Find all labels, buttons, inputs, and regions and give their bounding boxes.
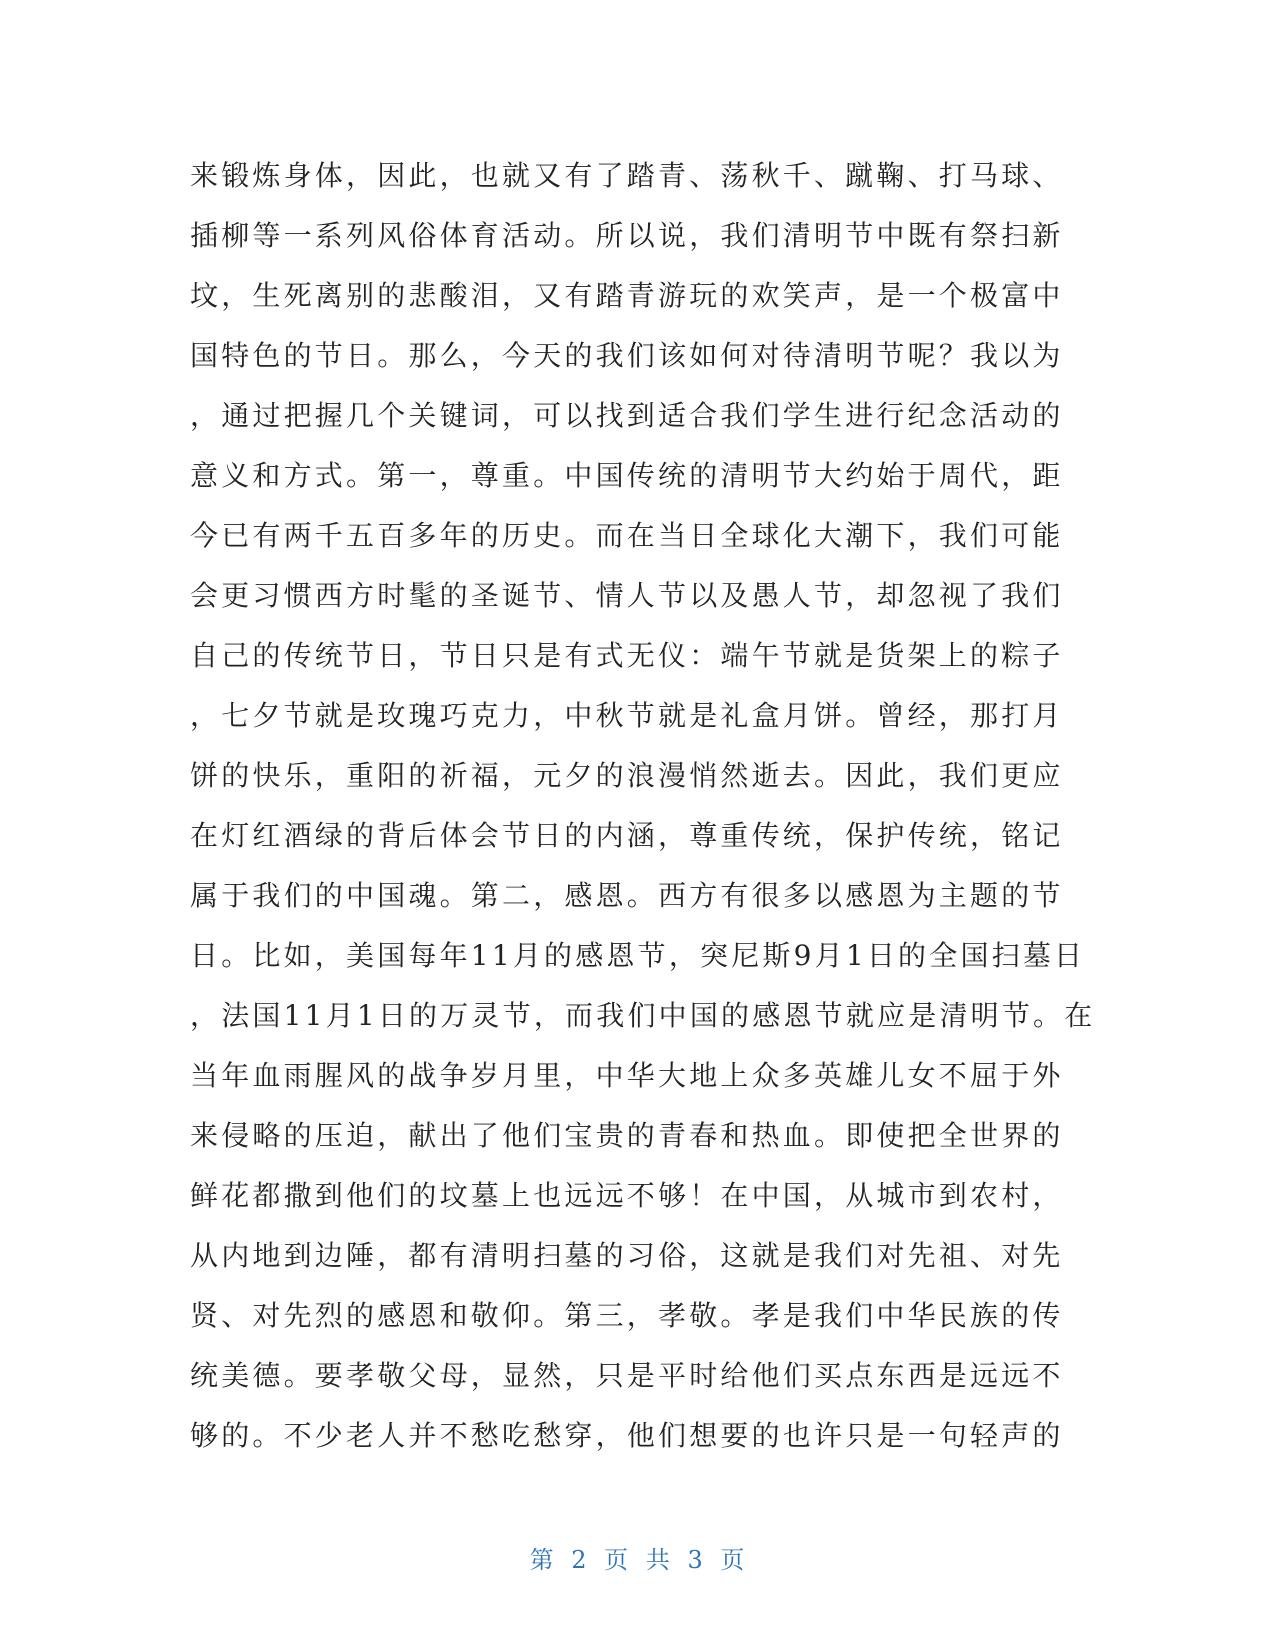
footer-label-ye2: 页 <box>720 1546 746 1574</box>
text-line: ，通过把握几个关键词，可以找到适合我们学生进行纪念活动的 <box>190 399 1064 432</box>
text-line: 自己的传统节日，节日只是有式无仪：端午节就是货架上的粽子 <box>190 639 1064 672</box>
text-line: 贤、对先烈的感恩和敬仰。第三，孝敬。孝是我们中华民族的传 <box>190 1299 1064 1332</box>
text-line: 坟，生死离别的悲酸泪，又有踏青游玩的欢笑声，是一个极富中 <box>190 279 1064 312</box>
page-footer <box>0 1540 1275 1575</box>
text-line: ，七夕节就是玫瑰巧克力，中秋节就是礼盒月饼。曾经，那打月 <box>190 699 1064 732</box>
text-line: 从内地到边陲，都有清明扫墓的习俗，这就是我们对先祖、对先 <box>190 1239 1064 1272</box>
text-line: 日。比如，美国每年11月的感恩节，突尼斯9月1日的全国扫墓日 <box>190 939 1086 972</box>
text-line: ，法国11月1日的万灵节，而我们中国的感恩节就应是清明节。在 <box>190 999 1096 1032</box>
text-line: 国特色的节日。那么，今天的我们该如何对待清明节呢？我以为 <box>190 339 1064 372</box>
text-line: 意义和方式。第一，尊重。中国传统的清明节大约始于周代，距 <box>190 459 1064 492</box>
footer-label-gong: 共 <box>645 1546 671 1574</box>
text-line: 插柳等一系列风俗体育活动。所以说，我们清明节中既有祭扫新 <box>190 219 1064 252</box>
text-line: 来锻炼身体，因此，也就又有了踏青、荡秋千、蹴鞠、打马球、 <box>190 159 1064 192</box>
text-line: 够的。不少老人并不愁吃愁穿，他们想要的也许只是一句轻声的 <box>190 1419 1064 1452</box>
footer-label-di: 第 <box>529 1546 555 1574</box>
text-line: 会更习惯西方时髦的圣诞节、情人节以及愚人节，却忽视了我们 <box>190 579 1064 612</box>
body-text <box>190 146 1096 1466</box>
text-line: 今已有两千五百多年的历史。而在当日全球化大潮下，我们可能 <box>190 519 1064 552</box>
text-line: 统美德。要孝敬父母，显然，只是平时给他们买点东西是远远不 <box>190 1359 1064 1392</box>
footer-label-ye: 页 <box>604 1546 630 1574</box>
text-line: 属于我们的中国魂。第二，感恩。西方有很多以感恩为主题的节 <box>190 879 1064 912</box>
footer-total-pages: 3 <box>687 1546 704 1574</box>
text-line: 饼的快乐，重阳的祈福，元夕的浪漫悄然逝去。因此，我们更应 <box>190 759 1064 792</box>
text-line: 来侵略的压迫，献出了他们宝贵的青春和热血。即使把全世界的 <box>190 1119 1064 1152</box>
text-line: 鲜花都撒到他们的坟墓上也远远不够！在中国，从城市到农村， <box>190 1179 1064 1212</box>
footer-current-page: 2 <box>571 1546 588 1574</box>
text-line: 当年血雨腥风的战争岁月里，中华大地上众多英雄儿女不屈于外 <box>190 1059 1064 1092</box>
text-line: 在灯红酒绿的背后体会节日的内涵，尊重传统，保护传统，铭记 <box>190 819 1064 852</box>
